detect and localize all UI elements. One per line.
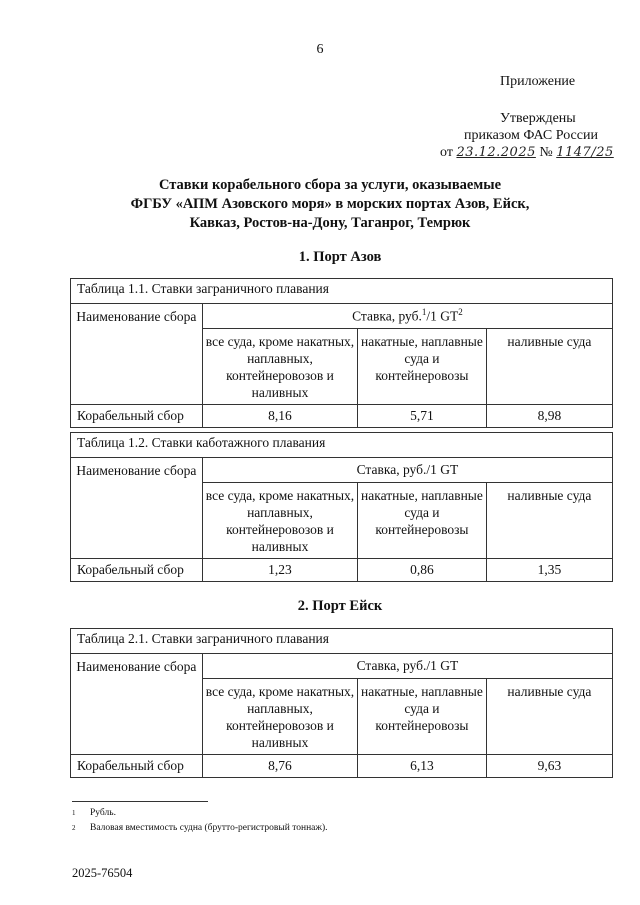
section-title: 2. Порт Ейск — [297, 598, 383, 614]
footnote — [72, 806, 328, 821]
title-line: Кавказ, Ростов-на-Дону, Таганрог, Темрюк — [189, 215, 471, 231]
rate-value: 8,16 — [202, 405, 357, 428]
row-name: Корабельный сбор — [71, 405, 203, 428]
footnote-divider — [72, 801, 208, 802]
appendix-label: Приложение — [500, 74, 576, 89]
name-header — [71, 304, 203, 405]
table-row — [71, 559, 613, 582]
name-header-text: Наименование сбора — [76, 463, 197, 478]
table-caption: Таблица 1.1. Ставки заграничного плавания — [71, 279, 613, 304]
rate-value: 6,13 — [358, 755, 487, 778]
rate-value: 1,35 — [486, 559, 612, 582]
rate-header — [202, 458, 612, 483]
rate-header-prefix: Ставка, руб. — [356, 658, 427, 673]
category-header: накатные, наплавные суда и контейнеровозы — [358, 679, 487, 755]
rate-header-prefix: Ставка, руб. — [352, 308, 422, 324]
category-header: наливные суда — [486, 329, 612, 405]
from-label: от — [440, 145, 453, 160]
page-number: 6 — [316, 42, 324, 57]
footnote-mark: 2 — [72, 824, 76, 832]
approval-block — [440, 110, 620, 161]
category-header: накатные, наплавные суда и контейнеровозы — [358, 329, 487, 405]
footnote-ref: 1 — [421, 307, 427, 318]
rate-table — [70, 628, 613, 778]
category-header: все суда, кроме накатных, наплавных, контейнеровозов и наливных — [202, 329, 357, 405]
handwritten-date: 23.12.2025 — [456, 145, 536, 160]
rate-header — [202, 304, 612, 329]
name-header-text: Наименование сбора — [76, 659, 197, 674]
footnote-text: Рубль. — [90, 808, 116, 818]
handwritten-number: 1147/25 — [556, 145, 614, 160]
row-name: Корабельный сбор — [71, 559, 203, 582]
rate-header — [202, 654, 612, 679]
name-header — [71, 654, 203, 755]
title-line: Ставки корабельного сбора за услуги, оказываемые — [158, 177, 502, 193]
document-code: 2025-76504 — [72, 866, 133, 880]
approved-label: Утверждены — [500, 111, 576, 126]
title-line: ФГБУ «АПМ Азовского моря» в морских портах Азов, Ейск, — [130, 196, 530, 212]
approval-date-line — [440, 144, 620, 161]
table-caption: Таблица 1.2. Ставки каботажного плавания — [71, 433, 613, 458]
footnote-mark: 1 — [72, 809, 76, 817]
row-name: Корабельный сбор — [71, 755, 203, 778]
name-header — [71, 458, 203, 559]
category-header: накатные, наплавные суда и контейнеровозы — [358, 483, 487, 559]
rate-value: 9,63 — [486, 755, 612, 778]
rate-table — [70, 432, 613, 582]
category-header: наливные суда — [486, 679, 612, 755]
table-row — [71, 755, 613, 778]
rate-value: 8,98 — [486, 405, 612, 428]
footnote — [72, 821, 328, 836]
category-header: наливные суда — [486, 483, 612, 559]
category-header: все суда, кроме накатных, наплавных, контейнеровозов и наливных — [202, 679, 357, 755]
rate-value: 1,23 — [202, 559, 357, 582]
footnotes — [72, 806, 328, 836]
table-row — [71, 405, 613, 428]
footnote-text: Валовая вместимость судна (брутто-регистровый тоннаж). — [90, 823, 328, 833]
section-title: 1. Порт Азов — [298, 249, 382, 265]
name-header-text: Наименование сбора — [76, 309, 197, 324]
document-title — [0, 176, 640, 233]
footnote-ref: 2 — [458, 307, 463, 318]
rate-value: 8,76 — [202, 755, 357, 778]
rate-table — [70, 278, 613, 428]
rate-header-unit: /1 GT — [426, 658, 459, 673]
rate-value: 0,86 — [358, 559, 487, 582]
category-header: все суда, кроме накатных, наплавных, контейнеровозов и наливных — [202, 483, 357, 559]
rate-header-unit: /1 GT — [426, 308, 459, 324]
rate-value: 5,71 — [358, 405, 487, 428]
rate-header-unit: /1 GT — [426, 462, 459, 477]
table-caption: Таблица 2.1. Ставки заграничного плавания — [71, 629, 613, 654]
rate-header-prefix: Ставка, руб. — [356, 462, 427, 477]
order-label: приказом ФАС России — [464, 128, 598, 143]
number-label: № — [539, 145, 553, 160]
